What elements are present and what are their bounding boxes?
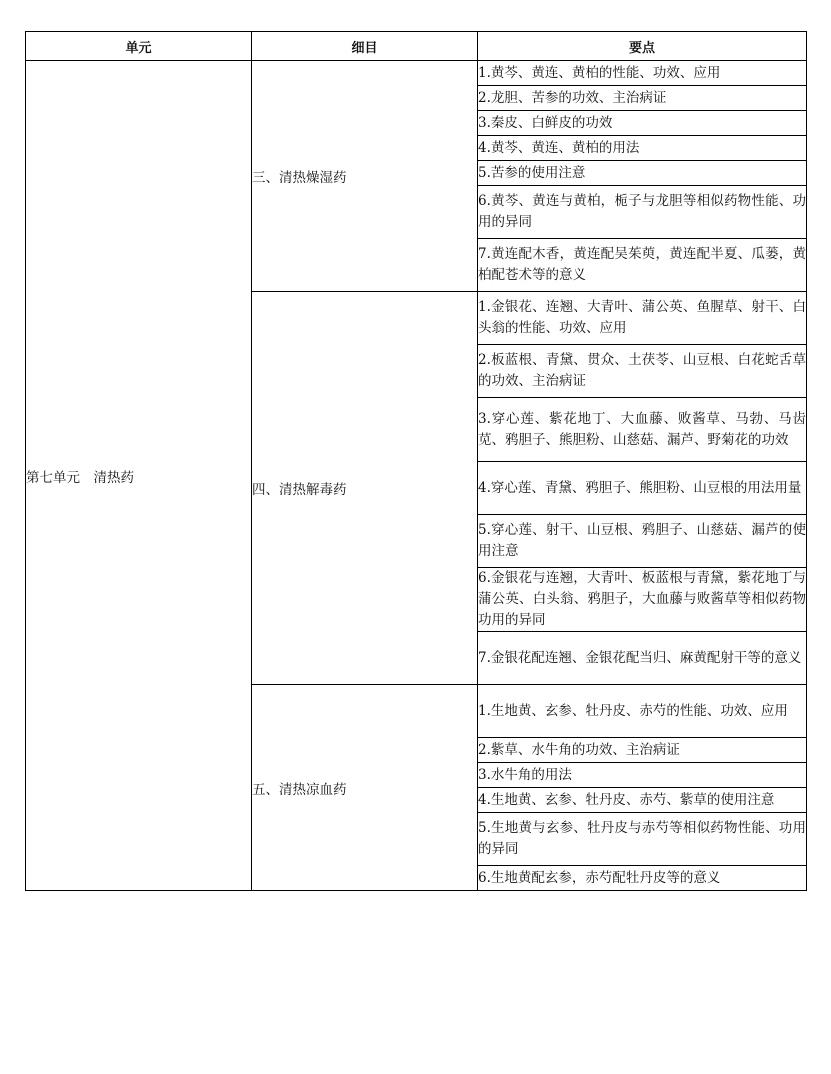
point-cell: 7.金银花配连翘、金银花配当归、麻黄配射干等的意义 bbox=[478, 632, 807, 685]
header-unit: 单元 bbox=[26, 32, 252, 61]
point-cell: 2.龙胆、苦参的功效、主治病证 bbox=[478, 86, 807, 111]
detail-cell-qingre-liangxue: 五、清热凉血药 bbox=[252, 685, 478, 891]
point-cell: 5.生地黄与玄参、牡丹皮与赤芍等相似药物性能、功用的异同 bbox=[478, 813, 807, 866]
point-cell: 5.苦参的使用注意 bbox=[478, 161, 807, 186]
point-cell: 7.黄连配木香，黄连配吴茱萸，黄连配半夏、瓜蒌，黄柏配苍术等的意义 bbox=[478, 239, 807, 292]
table-header bbox=[26, 32, 807, 61]
detail-cell-qingre-zaoshi: 三、清热燥湿药 bbox=[252, 61, 478, 292]
point-cell: 1.金银花、连翘、大青叶、蒲公英、鱼腥草、射干、白头翁的性能、功效、应用 bbox=[478, 292, 807, 345]
point-cell: 6.金银花与连翘，大青叶、板蓝根与青黛，紫花地丁与蒲公英、白头翁、鸦胆子，大血藤与败酱草等相似药物功用的异同 bbox=[478, 568, 807, 632]
table-row bbox=[26, 61, 807, 86]
point-cell: 5.穿心莲、射干、山豆根、鸦胆子、山慈菇、漏芦的使用注意 bbox=[478, 515, 807, 568]
point-cell: 4.穿心莲、青黛、鸦胆子、熊胆粉、山豆根的用法用量 bbox=[478, 462, 807, 515]
header-points: 要点 bbox=[478, 32, 807, 61]
point-cell: 4.生地黄、玄参、牡丹皮、赤芍、紫草的使用注意 bbox=[478, 788, 807, 813]
table-body bbox=[26, 61, 807, 891]
detail-cell-qingre-jiedu: 四、清热解毒药 bbox=[252, 292, 478, 685]
point-cell: 3.水牛角的用法 bbox=[478, 763, 807, 788]
point-cell: 1.黄芩、黄连、黄柏的性能、功效、应用 bbox=[478, 61, 807, 86]
header-row bbox=[26, 32, 807, 61]
point-cell: 2.紫草、水牛角的功效、主治病证 bbox=[478, 738, 807, 763]
point-cell: 4.黄芩、黄连、黄柏的用法 bbox=[478, 136, 807, 161]
syllabus-table bbox=[25, 31, 807, 891]
unit-cell: 第七单元 清热药 bbox=[26, 61, 252, 891]
point-cell: 1.生地黄、玄参、牡丹皮、赤芍的性能、功效、应用 bbox=[478, 685, 807, 738]
point-cell: 3.穿心莲、紫花地丁、大血藤、败酱草、马勃、马齿苋、鸦胆子、熊胆粉、山慈菇、漏芦、野菊花的功效 bbox=[478, 398, 807, 462]
point-cell: 3.秦皮、白鲜皮的功效 bbox=[478, 111, 807, 136]
point-cell: 6.生地黄配玄参，赤芍配牡丹皮等的意义 bbox=[478, 866, 807, 891]
point-cell: 6.黄芩、黄连与黄柏，栀子与龙胆等相似药物性能、功用的异同 bbox=[478, 186, 807, 239]
header-detail: 细目 bbox=[252, 32, 478, 61]
point-cell: 2.板蓝根、青黛、贯众、土茯苓、山豆根、白花蛇舌草的功效、主治病证 bbox=[478, 345, 807, 398]
